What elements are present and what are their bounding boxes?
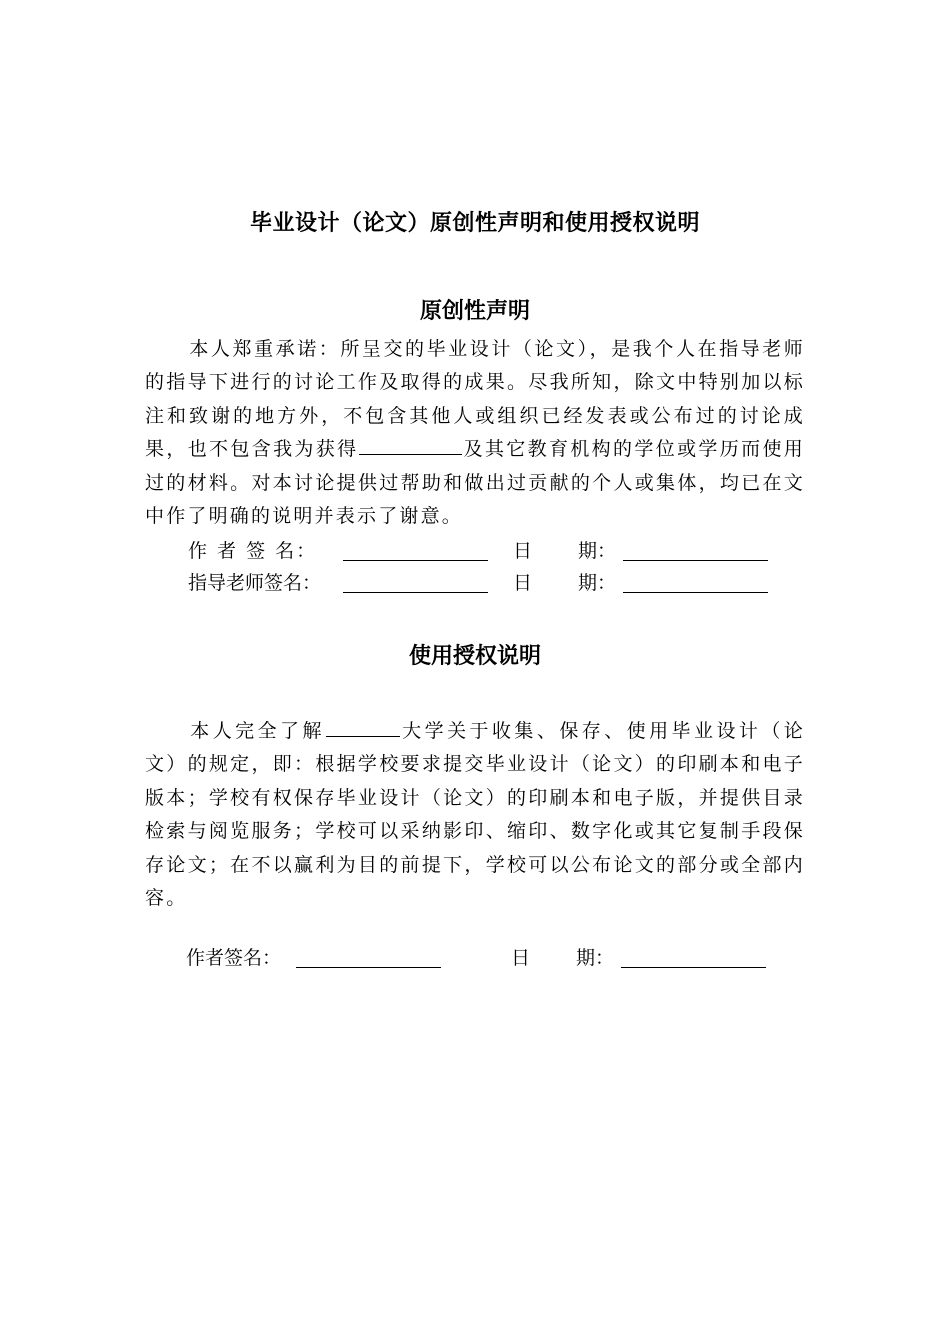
authorization-date-line[interactable] xyxy=(621,967,766,968)
author-date-line[interactable] xyxy=(623,560,768,561)
authorization-text-part1: 本人完全了解 xyxy=(189,720,325,742)
document-title: 毕业设计（论文）原创性声明和使用授权说明 xyxy=(249,211,700,236)
author-signature-row xyxy=(188,536,788,566)
originality-text-part1: 本人郑重承诺：所呈交的毕业设计（论文），是我个人在指导老师的指导下进行的讨论工作及取得的成果。尽我所知，除文中特别加以标注和致谢的地方外，不包含其他人或组织已经发表或公布过的讨论成果，也不包含我为获得 xyxy=(145,338,805,461)
authorization-author-line[interactable] xyxy=(296,967,441,968)
advisor-signature-row xyxy=(188,568,788,598)
advisor-date-line[interactable] xyxy=(623,592,768,593)
date-label-char1: 日 xyxy=(511,947,531,969)
authorization-heading: 使用授权说明 xyxy=(408,644,541,669)
university-blank-line[interactable] xyxy=(326,718,400,737)
date-label-char1: 日 xyxy=(513,572,533,594)
advisor-signature-label: 指导老师签名： xyxy=(188,572,322,594)
date-label-char1: 日 xyxy=(513,540,533,562)
author-signature-line[interactable] xyxy=(343,560,488,561)
authorization-text-part2: 大学关于收集、保存、使用毕业设计（论文）的规定，即：根据学校要求提交毕业设计（论文）的印刷本和电子版本；学校有权保存毕业设计（论文）的印刷本和电子版，并提供目录检索与阅览服务；学校可以采纳影印、缩印、数字化或其它复制手段保存论文；在不以赢利为目的前提下，学校可以公布论文的部分或全部内容。 xyxy=(145,720,805,910)
date-label-char2: 期： xyxy=(578,540,617,562)
author-signature-label: 作 者 签 名： xyxy=(188,540,318,562)
originality-paragraph xyxy=(145,333,805,533)
authorization-author-label: 作者签名： xyxy=(186,947,282,969)
originality-heading: 原创性声明 xyxy=(419,299,530,324)
date-label-char2: 期： xyxy=(578,572,617,594)
originality-text-part2: 及其它教育机构的学位或学历而使用过的材料。对本讨论提供过帮助和做出过贡献的个人或集体，均已在文中作了明确的说明并表示了谢意。 xyxy=(145,438,805,528)
authorization-paragraph xyxy=(145,715,805,915)
date-label-char2: 期： xyxy=(576,947,615,969)
advisor-signature-line[interactable] xyxy=(343,592,488,593)
degree-blank-line[interactable] xyxy=(359,436,462,455)
authorization-signature-row xyxy=(186,943,786,973)
